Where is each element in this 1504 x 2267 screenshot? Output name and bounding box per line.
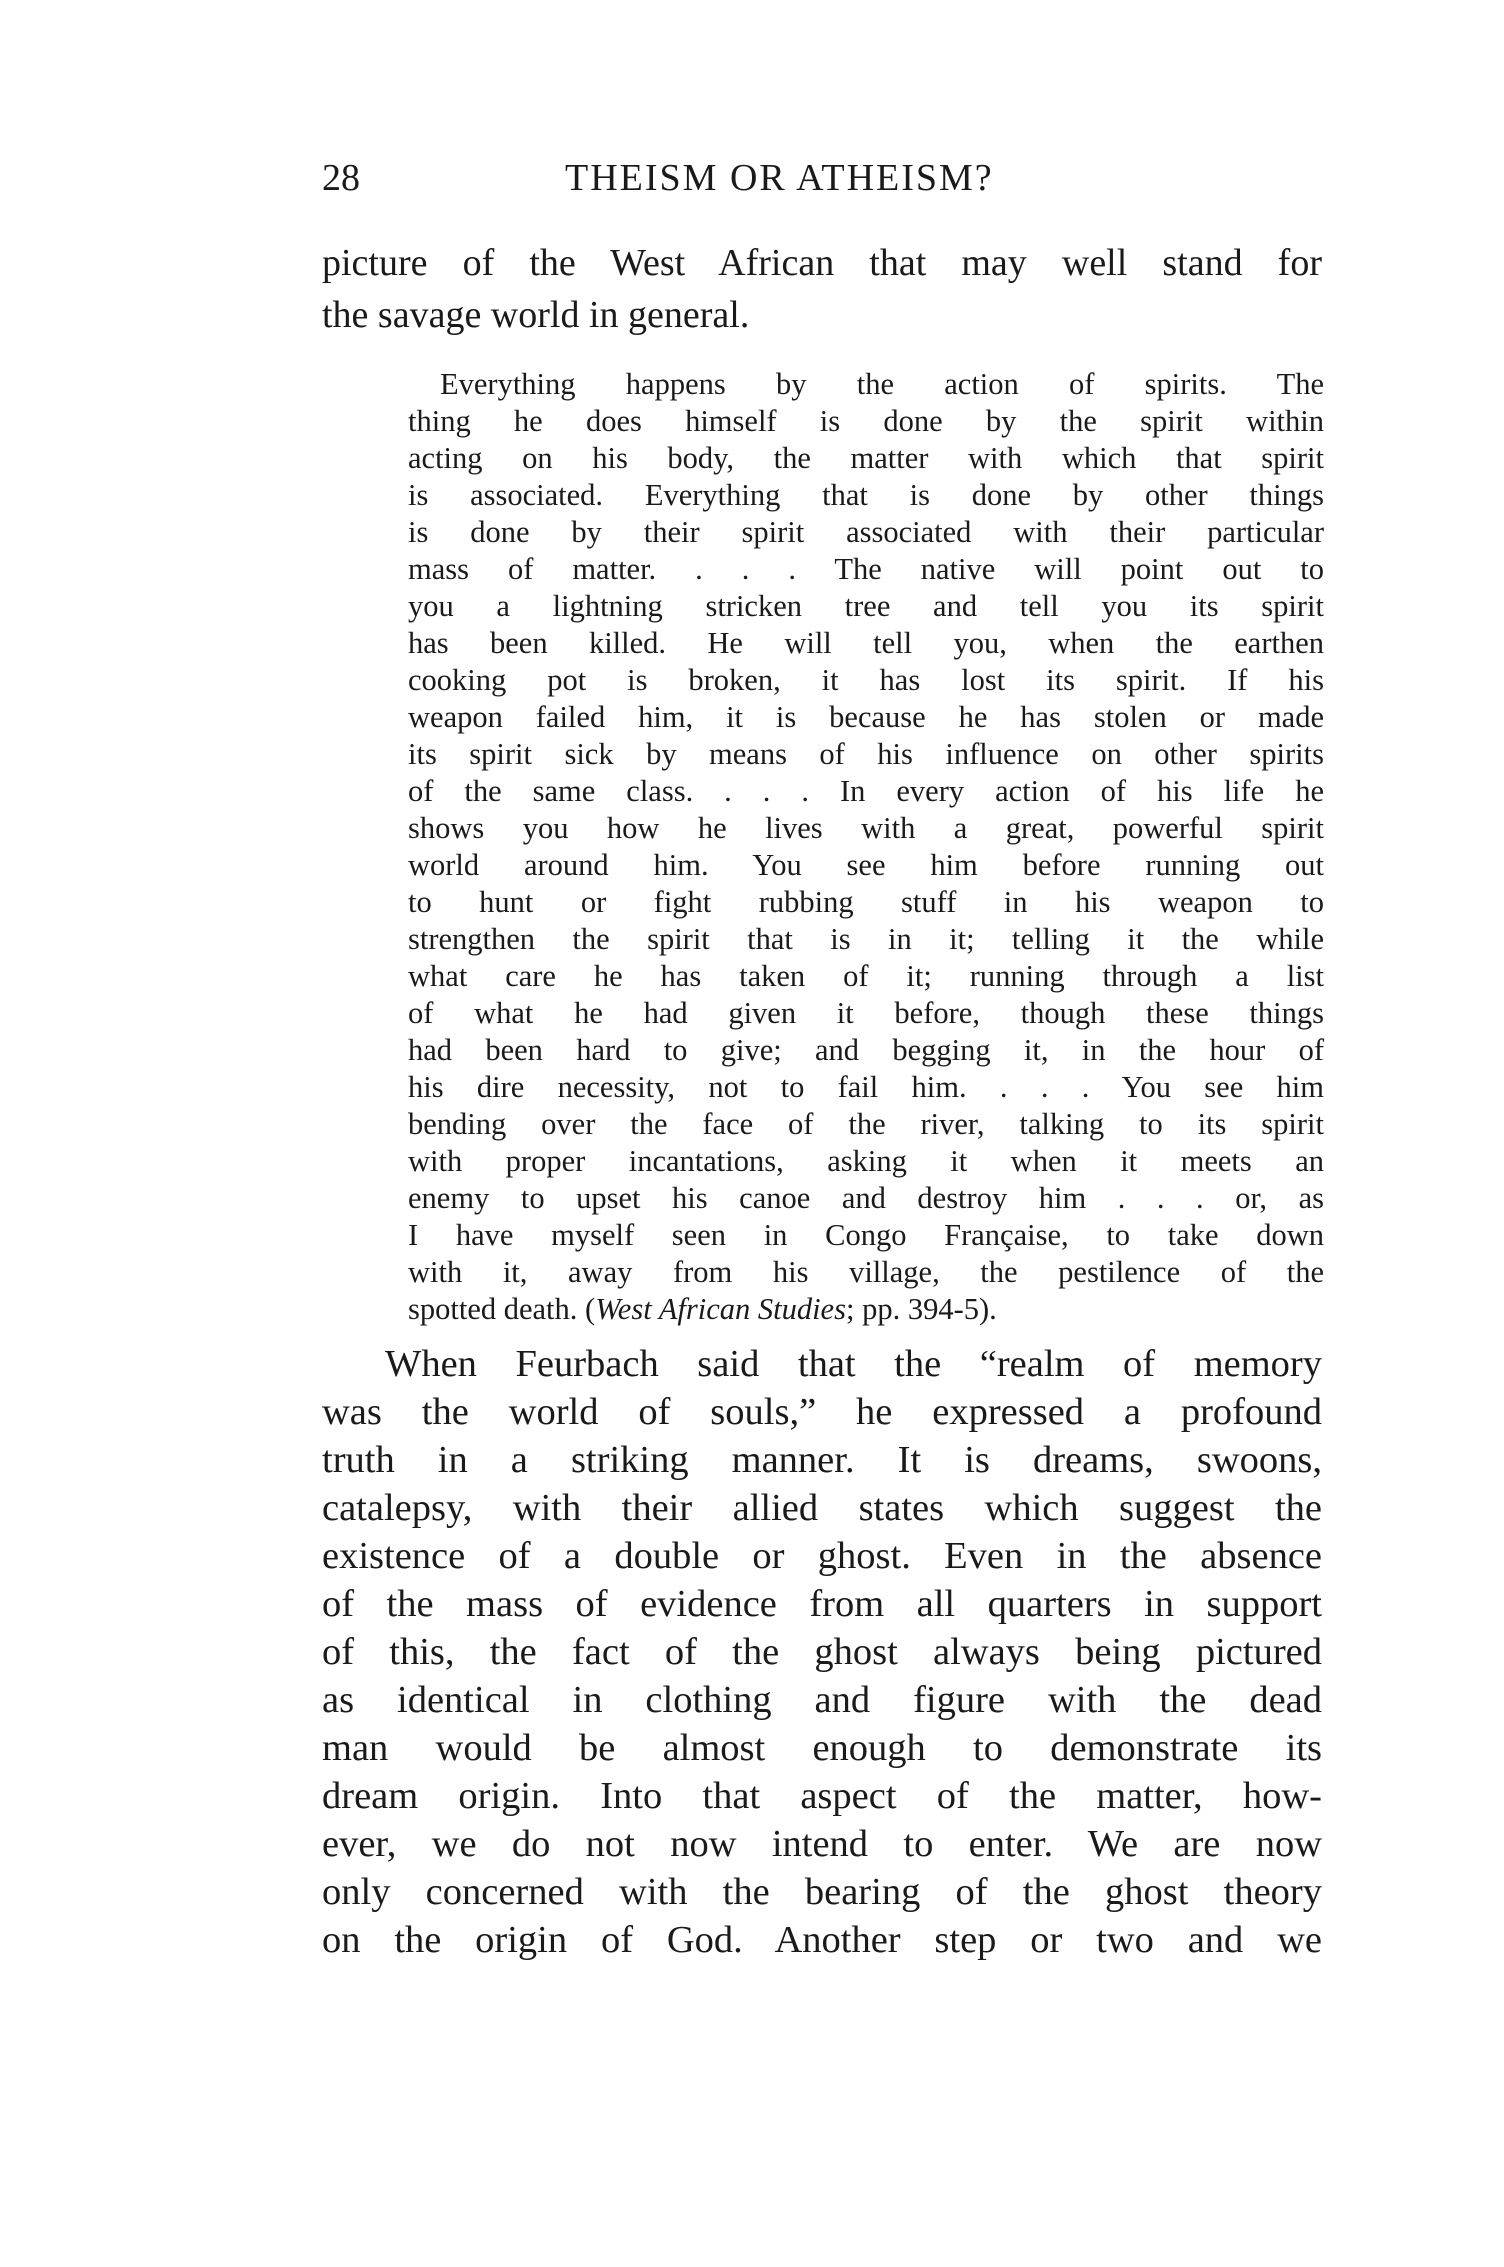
body-line: man would be almost enough to demonstrate its bbox=[322, 1727, 1322, 1769]
quote-line: mass of matter. . . . The native will point out to bbox=[408, 552, 1324, 586]
body-line: of this, the fact of the ghost always being pictured bbox=[322, 1631, 1322, 1673]
body-line: only concerned with the bearing of the ghost theory bbox=[322, 1871, 1322, 1913]
quote-line: weapon failed him, it is because he has stolen or made bbox=[408, 700, 1324, 734]
quote-line: cooking pot is broken, it has lost its spirit. If his bbox=[408, 663, 1324, 697]
quote-line: bending over the face of the river, talking to its spirit bbox=[408, 1107, 1324, 1141]
body-line: dream origin. Into that aspect of the matter, how- bbox=[322, 1775, 1322, 1817]
quote-line: enemy to upset his canoe and destroy him . . . or, as bbox=[408, 1181, 1324, 1215]
citation-title: West African Studies bbox=[595, 1292, 846, 1326]
body-line: truth in a striking manner. It is dreams, swoons, bbox=[322, 1439, 1322, 1481]
quote-line: what care he has taken of it; running through a list bbox=[408, 959, 1324, 993]
quote-line: with proper incantations, asking it when it meets an bbox=[408, 1144, 1324, 1178]
quote-citation-line bbox=[408, 1291, 1324, 1328]
quote-line: shows you how he lives with a great, powerful spirit bbox=[408, 811, 1324, 845]
quote-line: with it, away from his village, the pestilence of the bbox=[408, 1255, 1324, 1289]
running-title: THEISM OR ATHEISM? bbox=[565, 157, 994, 199]
page-header bbox=[322, 150, 1322, 206]
citation-pages: ; pp. 394-5). bbox=[845, 1292, 997, 1326]
quote-line: you a lightning stricken tree and tell you its spirit bbox=[408, 589, 1324, 623]
body-line: existence of a double or ghost. Even in the absence bbox=[322, 1535, 1322, 1577]
quote-line: Everything happens by the action of spirits. The bbox=[440, 367, 1324, 401]
body-line: on the origin of God. Another step or two and we bbox=[322, 1919, 1322, 1961]
intro-line: the savage world in general. bbox=[322, 294, 750, 336]
quote-line: had been hard to give; and begging it, in the hour of bbox=[408, 1033, 1324, 1067]
quote-line: has been killed. He will tell you, when the earthen bbox=[408, 626, 1324, 660]
body-line: When Feurbach said that the “realm of memory bbox=[385, 1343, 1322, 1385]
body-line: of the mass of evidence from all quarters in support bbox=[322, 1583, 1322, 1625]
quote-line: strengthen the spirit that is in it; telling it the while bbox=[408, 922, 1324, 956]
quote-line: is associated. Everything that is done by other things bbox=[408, 478, 1324, 512]
quote-line: thing he does himself is done by the spirit within bbox=[408, 404, 1324, 438]
quote-line: world around him. You see him before running out bbox=[408, 848, 1324, 882]
quote-line: to hunt or fight rubbing stuff in his weapon to bbox=[408, 885, 1324, 919]
page-number: 28 bbox=[322, 157, 360, 199]
body-line: catalepsy, with their allied states which suggest the bbox=[322, 1487, 1322, 1529]
quote-line: of the same class. . . . In every action of his life he bbox=[408, 774, 1324, 808]
quote-line: of what he had given it before, though these things bbox=[408, 996, 1324, 1030]
quote-line: his dire necessity, not to fail him. . . . You see him bbox=[408, 1070, 1324, 1104]
quote-line: I have myself seen in Congo Française, to take down bbox=[408, 1218, 1324, 1252]
quote-text: spotted death. ( bbox=[408, 1292, 596, 1326]
intro-line: picture of the West African that may well stand for bbox=[322, 242, 1322, 284]
quote-line: its spirit sick by means of his influence on other spirits bbox=[408, 737, 1324, 771]
body-line: was the world of souls,” he expressed a profound bbox=[322, 1391, 1322, 1433]
quote-line: is done by their spirit associated with their particular bbox=[408, 515, 1324, 549]
body-line: as identical in clothing and figure with the dead bbox=[322, 1679, 1322, 1721]
quote-line: acting on his body, the matter with which that spirit bbox=[408, 441, 1324, 475]
body-line: ever, we do not now intend to enter. We are now bbox=[322, 1823, 1322, 1865]
